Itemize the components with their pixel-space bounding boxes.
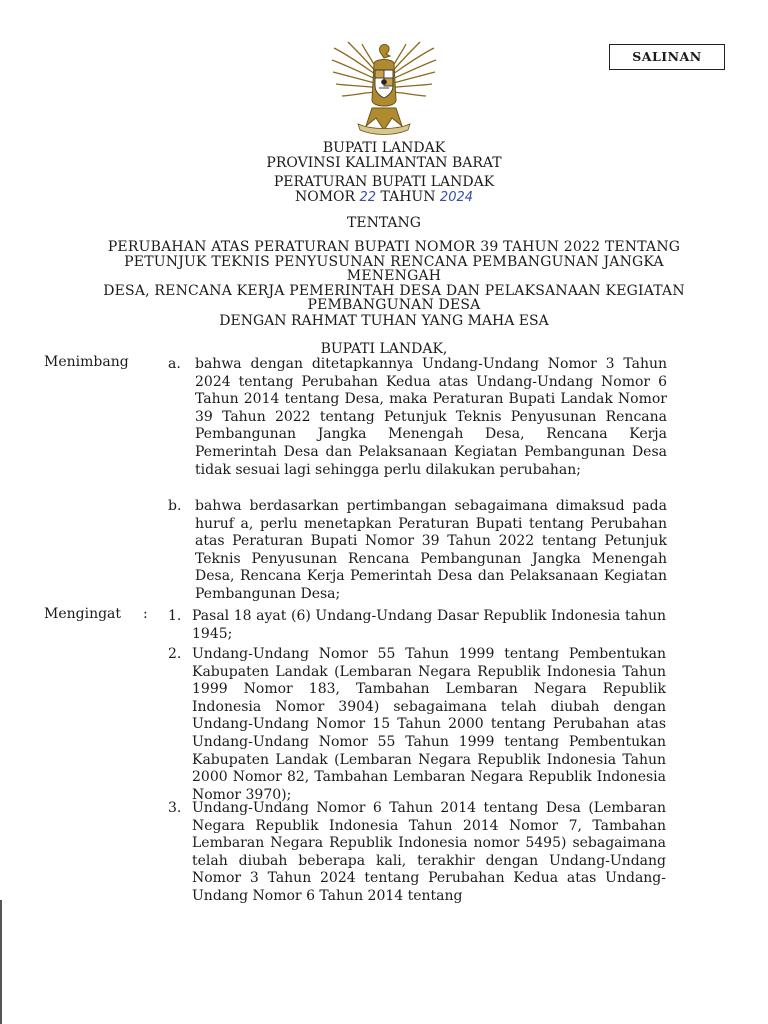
- tentang-heading: TENTANG: [347, 215, 421, 231]
- regulation-type-heading: PERATURAN BUPATI LANDAK: [273, 174, 495, 190]
- item-marker: 1.: [168, 608, 182, 624]
- province-heading: PROVINSI KALIMANTAN BARAT: [266, 155, 502, 171]
- title-line: PETUNJUK TEKNIS PENYUSUNAN RENCANA PEMBANGUNAN JANGKA MENENGAH: [124, 253, 664, 285]
- tahun-value: 2024: [439, 190, 474, 205]
- item-text: bahwa berdasarkan pertimbangan sebagaimana dimaksud pada huruf a, perlu menetapkan Peraturan Bupati tentang Perubahan atas Peraturan Bupati Nomor 39 Tahun 2022 tentang Petunjuk Teknis Penyusunan Rencana Pembangunan Jangka Menengah Desa, Rencana Kerja Pemerintah Desa dan Pelaksanaan Kegiatan Pembangunan Desa;: [195, 498, 667, 602]
- title-line: PEMBANGUNAN DESA: [307, 297, 481, 314]
- item-text: Pasal 18 ayat (6) Undang-Undang Dasar Republik Indonesia tahun 1945;: [192, 608, 666, 642]
- regulation-number-line: [0, 190, 768, 205]
- item-marker: b.: [168, 498, 182, 514]
- tahun-label: TAHUN: [380, 189, 436, 205]
- mengingat-item-1: [168, 608, 668, 644]
- item-text: Undang-Undang Nomor 55 Tahun 1999 tentang Pembentukan Kabupaten Landak (Lembaran Negara Republik Indonesia Tahun 1999 Nomor 183, Tambahan Lembaran Negara Republik Indonesia Nomor 3904) sebagaimana telah diubah dengan Undang-Undang Nomor 15 Tahun 2000 tentang Perubahan atas Undang-Undang Nomor 55 Tahun 1999 tentang Pembentukan Kabupaten Landak (Lembaran Negara Republik Indonesia Tahun 2000 Nomor 82, Tambahan Lembaran Negara Republik Indonesia Nomor 3970);: [192, 646, 666, 803]
- item-text: Undang-Undang Nomor 6 Tahun 2014 tentang Desa (Lembaran Negara Republik Indonesia Tahun 2014 Nomor 7, Tambahan Lembaran Negara Republik Indonesia nomor 5495) sebagaimana telah diubah beberapa kali, terakhir dengan Undang-Undang Nomor 3 Tahun 2024 tentang Perubahan Kedua atas Undang-Undang Nomor 6 Tahun 2014 tentang: [192, 800, 666, 904]
- nomor-label: NOMOR: [294, 189, 356, 205]
- mengingat-item-3: [168, 800, 668, 906]
- menimbang-label: Menimbang: [44, 354, 129, 370]
- item-marker: a.: [168, 356, 181, 372]
- item-marker: 3.: [168, 800, 182, 816]
- item-text: bahwa dengan ditetapkannya Undang-Undang Nomor 3 Tahun 2024 tentang Perubahan Kedua atas Undang-Undang Nomor 6 Tahun 2014 tentang Desa, maka Peraturan Bupati Landak Nomor 39 Tahun 2022 tentang Petunjuk Teknis Penyusunan Rencana Pembangunan Jangka Menengah Desa, Rencana Kerja Pemerintah Desa dan Pelaksanaan Kegiatan Pembangunan Desa tidak sesuai lagi sehingga perlu dilakukan perubahan;: [195, 356, 667, 478]
- regulation-title: [80, 240, 708, 313]
- title-line: DESA, RENCANA KERJA PEMERINTAH DESA DAN PELAKSANAAN KEGIATAN: [103, 282, 685, 299]
- scan-edge-mark: [0, 900, 2, 1024]
- rahmat-line: DENGAN RAHMAT TUHAN YANG MAHA ESA: [219, 313, 549, 329]
- title-line: PERUBAHAN ATAS PERATURAN BUPATI NOMOR 39 TAHUN 2022 TENTANG: [107, 239, 681, 255]
- salinan-stamp: SALINAN: [609, 44, 725, 70]
- garuda-emblem-icon: [328, 38, 440, 138]
- menimbang-item-b: [168, 498, 668, 602]
- mengingat-label: Mengingat: [44, 606, 122, 622]
- menimbang-item-a: [168, 356, 668, 490]
- item-marker: 2.: [168, 646, 182, 662]
- nomor-value: 22: [359, 190, 377, 205]
- mengingat-colon: :: [143, 606, 148, 622]
- authority-heading: BUPATI LANDAK: [322, 140, 446, 156]
- official-line: BUPATI LANDAK,: [320, 341, 448, 357]
- mengingat-item-2: [168, 646, 668, 803]
